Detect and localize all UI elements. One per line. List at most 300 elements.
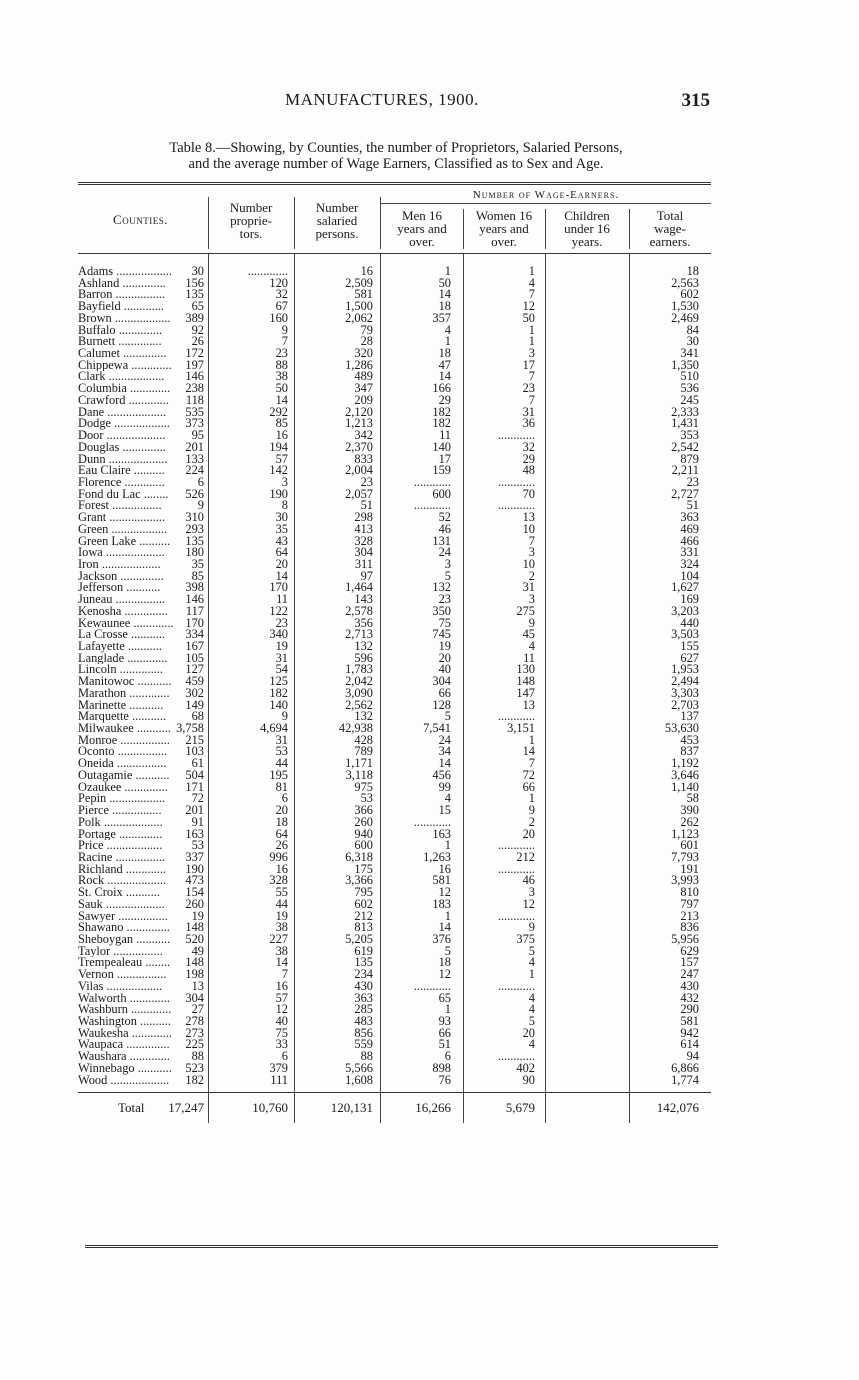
children-cell: 7 [528,369,535,384]
column-divider [463,1093,464,1123]
total-cell: 155 [680,639,699,653]
children-cell: 7 [528,533,535,548]
header-women-line-3: over. [491,234,517,249]
county-name: Vernon ................ [78,969,167,981]
men-cell: 2,509 [345,275,373,290]
table-row [78,439,711,454]
children-cell: 13 [522,510,535,525]
children-cell: 11 [523,650,535,665]
table-row [78,650,711,665]
total-cell: 1,530 [671,299,699,314]
county-name: Oneida ................ [78,758,167,770]
children-cell: 5 [528,943,535,958]
men-cell: 304 [354,545,373,560]
salaried-cell: 142 [269,463,288,478]
women-cell: 93 [438,1014,451,1028]
children-cell: 1 [528,791,535,806]
table-row [78,392,711,407]
children-cell: 3 [528,592,535,607]
women-cell: 66 [438,1025,451,1040]
table-row [78,322,711,337]
county-name: Trempealeau ........ [78,957,171,970]
total-cell: 797 [680,896,699,911]
proprietors-cell: 334 [185,627,204,642]
caption-line-1: Table 8.—Showing, by Counties, the number of Proprietors, Salaried Persons, [169,140,623,156]
proprietors-cell: 201 [185,439,204,454]
total-cell: 2,494 [671,674,699,689]
salaried-cell: 7 [281,334,288,349]
women-cell: 581 [432,873,451,888]
table-row [78,603,711,618]
county-name: Monroe ................ [78,734,170,747]
county-name: Sheboygan ........... [78,933,171,946]
children-cell: 9 [528,615,535,630]
total-cell: 2,211 [671,463,699,478]
table-row [78,887,711,899]
men-cell: 260 [354,814,373,829]
children-cell: 66 [522,779,535,794]
proprietors-cell: 302 [185,685,204,700]
women-cell: 24 [438,732,451,747]
men-cell: 1,783 [345,662,373,677]
men-cell: 79 [360,322,373,337]
salaried-cell: 4,694 [260,721,288,736]
women-cell: 16 [438,861,451,876]
children-cell: 4 [528,275,535,290]
table-row [78,474,711,489]
county-name: Ozaukee .............. [78,781,168,794]
women-cell: ............ [413,978,451,993]
women-cell: 4 [444,322,451,337]
proprietors-cell: 118 [185,392,204,407]
total-wage-earners: 142,076 [656,1100,699,1116]
table-row [78,1039,711,1051]
salaried-cell: 33 [275,1037,288,1052]
proprietors-cell: 91 [191,814,204,829]
total-cell: 353 [680,428,699,443]
proprietors-cell: 65 [191,299,204,314]
county-name: Barron ................ [78,289,166,302]
men-cell: 1,286 [345,357,373,372]
men-cell: 234 [354,967,373,982]
proprietors-cell: 156 [185,275,204,290]
women-cell: 29 [438,392,451,407]
county-name: Brown .................. [78,312,171,325]
table-row [78,465,711,477]
women-cell: 14 [438,369,451,384]
county-name: Jackson .............. [78,570,164,583]
men-cell: 328 [354,533,373,548]
proprietors-cell: 171 [185,779,204,794]
table-row [78,931,711,946]
children-cell: ............ [497,709,535,724]
men-cell: 489 [354,369,373,384]
men-cell: 347 [354,381,373,396]
women-cell: 159 [432,463,451,478]
county-name: Columbia ............. [78,383,171,395]
women-cell: 99 [438,779,451,794]
total-cell: 432 [680,990,699,1005]
total-cell: 245 [680,392,699,407]
women-cell: 3 [444,556,451,571]
county-name: Buffalo .............. [78,324,163,337]
salaried-cell: 292 [269,404,288,419]
women-cell: 4 [444,791,451,806]
women-cell: 23 [438,592,451,607]
women-cell: 898 [432,1060,451,1075]
proprietors-cell: 310 [185,510,204,525]
table-row [78,547,711,559]
county-name: Waupaca .............. [78,1039,170,1052]
men-cell: 596 [354,650,373,665]
salaried-cell: 88 [275,357,288,372]
total-cell: 3,646 [671,767,699,782]
table-bottom-rule [85,1245,718,1248]
county-name: Vilas .................. [78,980,163,993]
women-cell: ............ [413,814,451,829]
women-cell: 304 [432,674,451,689]
county-name: Sauk ................... [78,898,165,911]
total-cell: 2,727 [671,486,699,501]
women-cell: 182 [432,404,451,419]
total-cell: 53,630 [664,721,699,736]
men-cell: 42,938 [338,721,373,736]
county-name: Outagamie ........... [78,769,170,782]
page-number: 315 [681,90,710,111]
children-cell: 90 [522,1072,535,1087]
children-cell: 9 [528,803,535,818]
women-cell: 14 [438,287,451,302]
header-proprietors-line-1: Number [229,200,273,215]
children-cell: ............ [497,978,535,993]
women-cell: 15 [438,803,451,818]
women-cell: 20 [438,650,451,665]
children-cell: 5 [528,1014,535,1028]
proprietors-cell: 95 [191,428,204,443]
salaried-cell: 9 [281,322,288,337]
table-row [78,922,711,934]
total-cell: 627 [680,650,699,665]
proprietors-cell: 215 [185,732,204,747]
total-men: 120,131 [330,1100,373,1116]
men-cell: 3,090 [345,685,373,700]
children-cell: 12 [522,896,535,911]
table-row [78,685,711,700]
total-cell: 2,703 [671,697,699,712]
children-cell: 3 [528,346,535,361]
county-name: Waukesha ............. [78,1027,172,1040]
salaried-cell: 227 [269,931,288,946]
men-cell: 619 [354,943,373,958]
table-row [78,404,711,419]
children-cell: 31 [522,404,535,419]
proprietors-cell: 182 [185,1072,204,1087]
table-row [78,664,711,676]
proprietors-cell: 163 [185,826,204,841]
men-cell: 3,366 [345,873,373,888]
county-name: Richland ............. [78,863,167,876]
children-cell: 147 [516,685,535,700]
children-cell: ............ [497,428,535,443]
men-cell: 342 [354,428,373,443]
county-name: Adams .................. [78,266,172,278]
running-title: MANUFACTURES, 1900. [285,90,479,109]
children-cell: ............ [497,861,535,876]
children-cell: 17 [522,357,535,372]
table-row [78,371,711,383]
men-cell: 813 [354,920,373,935]
men-cell: 430 [354,978,373,993]
total-cell: 30 [686,334,699,349]
total-cell: 157 [680,955,699,970]
county-name: Dane ................... [78,406,167,419]
salaried-cell: 9 [281,709,288,724]
men-cell: 3,118 [345,767,373,782]
women-cell: 1 [444,838,451,853]
table-row [78,861,711,876]
county-name: Taylor ................ [78,945,163,958]
children-cell: 70 [522,486,535,501]
children-cell: 31 [522,580,535,595]
county-name: Pierce ................ [78,805,162,817]
county-name: Racine ................ [78,851,166,864]
county-name: Dodge .................. [78,418,170,431]
table-row [78,1072,711,1087]
proprietors-cell: 30 [191,264,204,278]
table-row [78,908,711,923]
salaried-cell: 53 [275,744,288,759]
total-cell: 324 [680,556,699,571]
proprietors-cell: 146 [185,592,204,607]
table-row [78,418,711,430]
women-cell: ............ [413,474,451,489]
proprietors-cell: 127 [185,662,204,677]
total-cell: 363 [680,510,699,525]
county-name: Douglas .............. [78,441,166,454]
children-cell: 402 [516,1060,535,1075]
table-row [78,348,711,360]
county-name: Marquette ........... [78,711,167,724]
running-head [80,90,710,114]
total-cell: 341 [680,346,699,361]
salaried-cell: 31 [275,650,288,665]
women-cell: 12 [438,885,451,900]
column-divider [380,1093,381,1123]
children-cell: 4 [528,955,535,970]
proprietors-cell: 337 [185,849,204,864]
total-cell: 2,563 [671,275,699,290]
total-cell: 1,953 [671,662,699,677]
total-cell: 18 [686,264,699,278]
proprietors-cell: 304 [185,990,204,1005]
children-cell: 23 [522,381,535,396]
women-cell: 14 [438,756,451,771]
salaried-cell: ............. [247,264,288,278]
men-cell: 135 [354,955,373,970]
salaried-cell: 64 [275,545,288,560]
header-children-line-1: Children [564,208,610,223]
header-total-line-1: Total [656,208,684,223]
total-cell: 2,542 [671,439,699,454]
children-cell: 13 [522,697,535,712]
salaried-cell: 14 [275,392,288,407]
children-cell: ............ [497,838,535,853]
salaried-cell: 328 [269,873,288,888]
men-cell: 97 [360,568,373,583]
proprietors-cell: 6 [197,474,204,489]
women-cell: 17 [438,451,451,466]
salaried-cell: 20 [275,556,288,571]
proprietors-cell: 154 [185,885,204,900]
total-cell: 169 [680,592,699,607]
county-name: Green Lake .......... [78,535,171,548]
county-name: Sawyer ................ [78,910,168,923]
salaried-cell: 8 [281,498,288,513]
table-row [78,629,711,641]
table-row [78,849,711,864]
county-name: Portage .............. [78,828,163,841]
proprietors-cell: 117 [185,603,204,618]
proprietors-cell: 135 [185,287,204,302]
table-row [78,521,711,536]
children-cell: 20 [522,826,535,841]
men-cell: 298 [354,510,373,525]
county-name: Langlade ............. [78,652,168,665]
county-name: Fond du Lac ........ [78,488,169,501]
county-name: Lincoln .............. [78,664,164,677]
men-cell: 2,120 [345,404,373,419]
header-total [629,209,711,248]
proprietors-cell: 197 [185,357,204,372]
county-name: Iowa ................... [78,547,165,559]
children-cell: 4 [528,990,535,1005]
women-cell: 75 [438,615,451,630]
salaried-cell: 14 [275,568,288,583]
table-row [78,1051,711,1063]
women-cell: 456 [432,767,451,782]
salaried-cell: 44 [275,896,288,911]
proprietors-cell: 278 [185,1014,204,1028]
total-cell: 601 [680,838,699,853]
proprietors-cell: 293 [185,521,204,536]
salaried-cell: 85 [275,416,288,431]
table-row [78,711,711,723]
salaried-cell: 18 [275,814,288,829]
men-cell: 356 [354,615,373,630]
children-cell: 1 [528,264,535,278]
proprietors-cell: 398 [185,580,204,595]
proprietors-cell: 35 [191,556,204,571]
county-name: Marinette ........... [78,699,164,712]
table-row [78,582,711,594]
children-cell: 20 [522,1025,535,1040]
women-cell: 24 [438,545,451,560]
header-children [545,209,629,248]
total-cell: 1,123 [671,826,699,841]
county-name: Burnett .............. [78,336,162,349]
header-salaried-line-1: Number [315,200,359,215]
table-row [78,896,711,911]
salaried-cell: 16 [275,978,288,993]
total-cell: 3,203 [671,603,699,618]
table-row [78,383,711,395]
county-name: Polk ................... [78,816,163,829]
proprietors-cell: 459 [185,674,204,689]
proprietors-cell: 526 [185,486,204,501]
proprietors-cell: 198 [185,967,204,982]
women-cell: 128 [432,697,451,712]
women-cell: 34 [438,744,451,759]
total-cell: 51 [686,498,699,513]
table-row [78,266,711,278]
header-children-line-2: under 16 [564,221,610,236]
men-cell: 2,370 [345,439,373,454]
salaried-cell: 379 [269,1060,288,1075]
salaried-cell: 75 [275,1025,288,1040]
men-cell: 51 [360,498,373,513]
women-cell: 50 [438,275,451,290]
men-cell: 320 [354,346,373,361]
county-name: Clark .................. [78,371,165,384]
salaried-cell: 30 [275,510,288,525]
total-children: 5,679 [505,1100,535,1116]
proprietors-cell: 389 [185,310,204,325]
proprietors-cell: 273 [185,1025,204,1040]
children-cell: 45 [522,627,535,642]
header-salaried-line-2: salaried [316,213,358,228]
proprietors-cell: 238 [185,381,204,396]
salaried-cell: 32 [275,287,288,302]
salaried-cell: 57 [275,451,288,466]
total-cell: 104 [680,568,699,583]
table-body [78,254,711,1092]
salaried-cell: 19 [275,908,288,923]
county-name: Price .................. [78,840,163,852]
women-cell: 376 [432,931,451,946]
header-women [463,209,545,248]
children-cell: ............ [497,908,535,923]
women-cell: 166 [432,381,451,396]
salaried-cell: 50 [275,381,288,396]
women-cell: 46 [438,521,451,536]
total-cell: 1,627 [671,580,699,595]
children-cell: ............ [497,498,535,513]
children-cell: 46 [522,873,535,888]
women-cell: 40 [438,662,451,677]
women-cell: 76 [438,1072,451,1087]
county-name: Florence ............. [78,476,165,489]
county-name: Forest ................ [78,500,162,513]
salaried-cell: 26 [275,838,288,853]
table-row [78,793,711,805]
header-women-line-2: years and [479,221,529,236]
children-cell: 72 [522,767,535,782]
salaried-cell: 16 [275,861,288,876]
men-cell: 2,578 [345,603,373,618]
men-cell: 559 [354,1037,373,1052]
proprietors-cell: 170 [185,615,204,630]
county-name: Chippewa ............. [78,359,172,372]
women-cell: 5 [444,568,451,583]
salaried-cell: 43 [275,533,288,548]
men-cell: 212 [354,908,373,923]
women-cell: 18 [438,955,451,970]
proprietors-cell: 190 [185,861,204,876]
women-cell: 7,541 [423,721,451,736]
county-name: Walworth ............. [78,992,170,1005]
salaried-cell: 140 [269,697,288,712]
total-cell: 58 [686,791,699,806]
